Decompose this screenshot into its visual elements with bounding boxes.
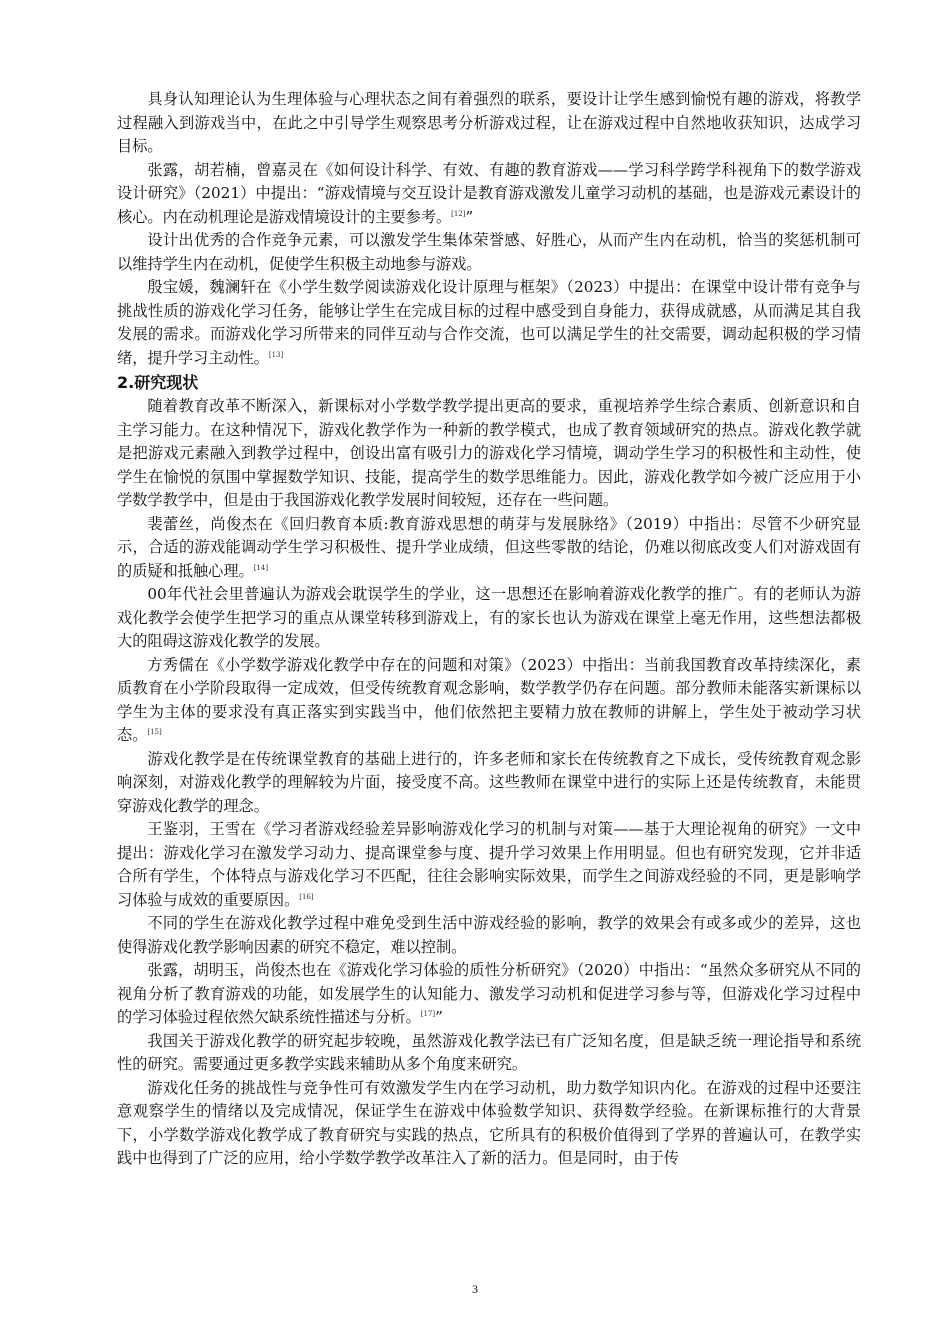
paragraph-text: 游戏化教学是在传统课堂教育的基础上进行的，许多老师和家长在传统教育之下成长，受传统教育观念影响深刻，对游戏化教学的理解较为片面，接受度不高。这些教师在课堂中进行的实际上还是传统教育，未能贯穿游戏化教学的理念。	[117, 749, 861, 815]
paragraph	[117, 159, 861, 230]
body-text	[117, 88, 861, 1171]
paragraph	[117, 583, 861, 654]
paragraph-text: 张露，胡若楠，曾嘉灵在《如何设计科学、有效、有趣的教育游戏——学习科学跨学科视角下的数学游戏设计研究》（2021）中提出：“游戏情境与交互设计是教育游戏激发儿童学习动机的基础，也是游戏元素设计的核心。内在动机理论是游戏情境设计的主要参考。	[117, 160, 861, 226]
paragraph-text: 裴蕾丝，尚俊杰在《回归教育本质:教育游戏思想的萌芽与发展脉络》（2019）中指出：尽管不少研究显示，合适的游戏能调动学生学习积极性、提升学业成绩，但这些零散的结论，仍难以彻底改变人们对游戏固有的质疑和抵触心理。	[117, 514, 861, 580]
paragraph-text: 不同的学生在游戏化教学过程中难免受到生活中游戏经验的影响，教学的效果会有或多或少的差异，这也使得游戏化教学影响因素的研究不稳定，难以控制。	[117, 914, 861, 956]
paragraph	[117, 818, 861, 912]
paragraph-text: 我国关于游戏化教学的研究起步较晚，虽然游戏化教学法已有广泛知名度，但是缺乏统一理论指导和系统性的研究。需要通过更多教学实践来辅助从多个角度来研究。	[117, 1031, 861, 1073]
paragraph-text: 设计出优秀的合作竞争元素，可以激发学生集体荣誉感、好胜心，从而产生内在动机，恰当的奖惩机制可以维持学生内在动机，促使学生积极主动地参与游戏。	[117, 231, 861, 273]
paragraph	[117, 88, 861, 159]
paragraph	[117, 395, 861, 513]
paragraph	[117, 1030, 861, 1077]
paragraph-text: 王鉴羽，王雪在《学习者游戏经验差异影响游戏化学习的机制与对策——基于大理论视角的研究》一文中提出：游戏化学习在激发学习动力、提高课堂参与度、提升学习效果上作用明显。但也有研究发现，它并非适合所有学生，个体特点与游戏化学习不匹配，往往会影响实际效果，而学生之间游戏经验的不同，更是影响学习体验与成效的重要原因。	[117, 820, 861, 909]
paragraph-text: 00年代社会里普遍认为游戏会耽误学生的学业，这一思想还在影响着游戏化教学的推广。有的老师认为游戏化教学会使学生把学习的重点从课堂转移到游戏上，有的家长也认为游戏在课堂上毫无作用，这些想法都极大的阻碍这游戏化教学的发展。	[117, 585, 861, 650]
closing-quote: ”	[465, 207, 474, 226]
paragraphs-before	[117, 88, 861, 370]
paragraph-text: 方秀儒在《小学数学游戏化教学中存在的问题和对策》（2023）中指出：当前我国教育改革持续深化，素质教育在小学阶段取得一定成效，但受传统教育观念影响，数学教学仍存在问题。部分教师未能落实新课标以学生为主体的要求没有真正落实到实践当中，他们依然把主要精力放在教师的讲解上，学生处于被动学习状态。	[117, 655, 861, 744]
paragraph	[117, 229, 861, 276]
paragraph-text: 随着教育改革不断深入，新课标对小学数学教学提出更高的要求，重视培养学生综合素质、创新意识和自主学习能力。在这种情况下，游戏化教学作为一种新的教学模式，也成了教育领域研究的热点。游戏化教学就是把游戏元素融入到教学过程中，创设出富有吸引力的游戏化学习情境，调动学生学习的积极性和主动性，使学生在愉悦的氛围中掌握数学知识、技能，提高学生的数学思维能力。因此，游戏化教学如今被广泛应用于小学数学教学中，但是由于我国游戏化教学发展时间较短，还存在一些问题。	[117, 397, 861, 509]
paragraphs-after	[117, 395, 861, 1171]
paragraph	[117, 654, 861, 748]
citation-ref: [17]	[420, 1009, 436, 1018]
citation-ref: [16]	[299, 892, 314, 901]
citation-ref: [12]	[451, 209, 466, 218]
citation-ref: [13]	[268, 350, 284, 359]
paragraph	[117, 748, 861, 819]
paragraph-text: 殷宝媛，魏澜轩在《小学生数学阅读游戏化设计原理与框架》（2023）中提出：在课堂中设计带有竞争与挑战性质的游戏化学习任务，能够让学生在完成目标的过程中感受到自身能力，获得成就感，从而满足其自我发展的需求。而游戏化学习所带来的同伴互动与合作交流，也可以满足学生的社交需要，调动起积极的学习情绪，提升学习主动性。	[117, 278, 861, 367]
section-heading: 2.研究现状	[117, 373, 199, 392]
paragraph-text: 游戏化任务的挑战性与竞争性可有效激发学生内在学习动机，助力数学知识内化。在游戏的过程中还要注意观察学生的情绪以及完成情况，保证学生在游戏中体验数学知识、获得数学经验。在新课标推行的大背景下，小学数学游戏化教学成了教育研究与实践的热点，它所具有的积极价值得到了学界的普遍认可，在教学实践中也得到了广泛的应用，给小学数学教学改革注入了新的活力。但是同时，由于传	[117, 1078, 861, 1167]
paragraph	[117, 276, 861, 370]
citation-ref: [15]	[147, 727, 162, 736]
paragraph	[117, 959, 861, 1030]
page-number: 3	[472, 1282, 478, 1296]
paragraph-text: 张露，胡明玉，尚俊杰也在《游戏化学习体验的质性分析研究》（2020）中指出：“虽然众多研究从不同的视角分析了教育游戏的功能，如发展学生的认知能力、激发学习动机和促进学习参与等，但游戏化学习过程中的学习体验过程依然欠缺系统性描述与分析。	[117, 961, 861, 1026]
citation-ref: [14]	[253, 563, 269, 572]
paragraph	[117, 912, 861, 959]
paragraph	[117, 1077, 861, 1171]
paragraph-text: 具身认知理论认为生理体验与心理状态之间有着强烈的联系，要设计让学生感到愉悦有趣的游戏，将教学过程融入到游戏当中，在此之中引导学生观察思考分析游戏过程，让在游戏过程中自然地收获知识，达成学习目标。	[117, 90, 861, 155]
closing-quote: ”	[435, 1008, 443, 1026]
paragraph	[117, 513, 861, 584]
